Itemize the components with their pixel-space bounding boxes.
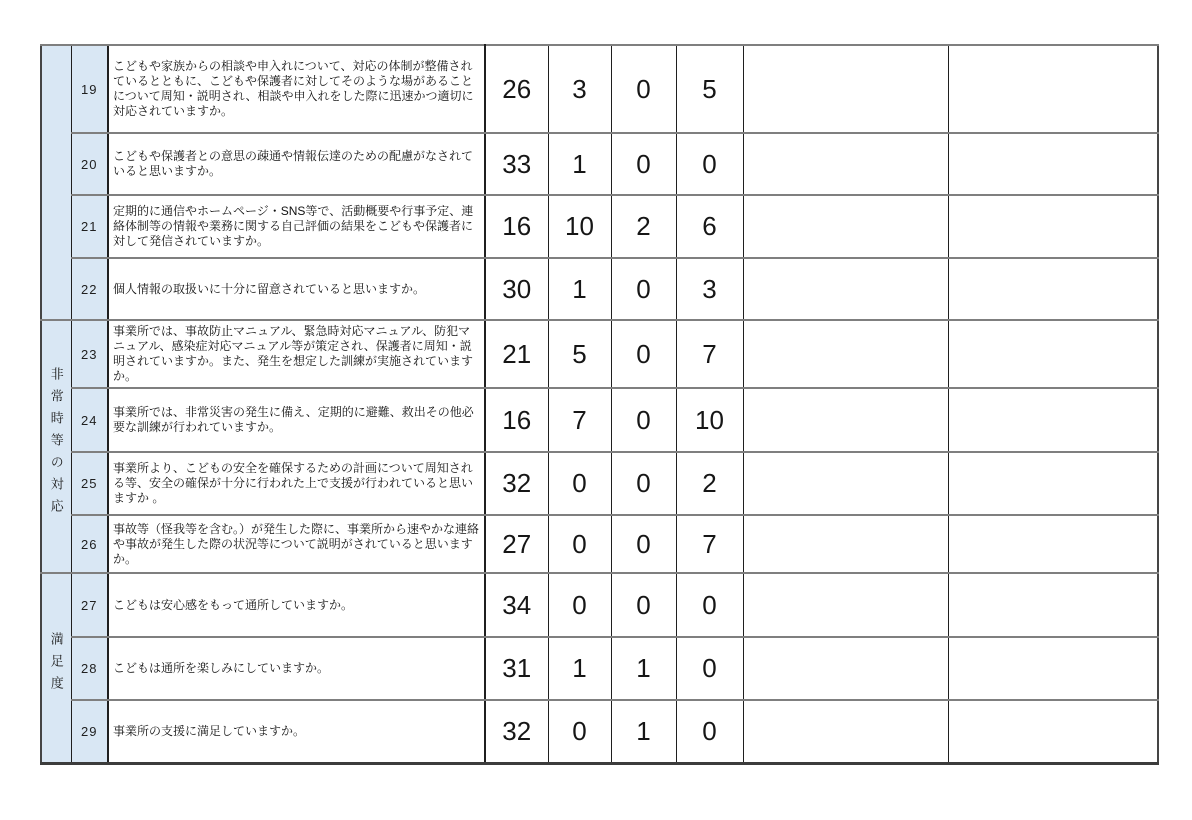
count-cell: 7 [548, 388, 611, 452]
count-cell: 3 [676, 258, 743, 320]
table-row [41, 133, 1158, 195]
row-number-cell: 23 [71, 320, 108, 388]
row-number-cell: 19 [71, 45, 108, 133]
question-cell: 事業所より、こどもの安全を確保するための計画について周知される等、安全の確保が十分に行われた上で支援が行われていると思いますか 。 [108, 452, 485, 515]
count-cell: 0 [548, 452, 611, 515]
row-number-cell: 24 [71, 388, 108, 452]
count-cell: 32 [485, 452, 548, 515]
row-number-cell: 28 [71, 637, 108, 700]
count-cell: 32 [485, 700, 548, 763]
table-row [41, 637, 1158, 700]
row-number-cell: 29 [71, 700, 108, 763]
question-cell: 個人情報の取扱いに十分に留意されていると思いますか。 [108, 258, 485, 320]
count-cell: 0 [676, 573, 743, 637]
count-cell: 30 [485, 258, 548, 320]
count-cell: 0 [548, 515, 611, 573]
count-cell: 27 [485, 515, 548, 573]
count-cell: 0 [611, 258, 676, 320]
blank-cell [948, 515, 1158, 573]
count-cell: 7 [676, 320, 743, 388]
count-cell: 1 [548, 637, 611, 700]
question-cell: 定期的に通信やホームページ・SNS等で、活動概要や行事予定、連絡体制等の情報や業務に関する自己評価の結果をこどもや保護者に対して発信されていますか。 [108, 195, 485, 258]
row-number-cell: 25 [71, 452, 108, 515]
blank-cell [743, 45, 948, 133]
count-cell: 5 [676, 45, 743, 133]
blank-cell [743, 515, 948, 573]
count-cell: 33 [485, 133, 548, 195]
category-cell [41, 45, 71, 320]
question-cell: 事故等（怪我等を含む。）が発生した際に、事業所から速やかな連絡や事故が発生した際の状況等について説明がされていると思いますか。 [108, 515, 485, 573]
blank-cell [743, 195, 948, 258]
row-number-cell: 27 [71, 573, 108, 637]
count-cell: 0 [548, 573, 611, 637]
count-cell: 0 [611, 320, 676, 388]
table-row [41, 258, 1158, 320]
table-row [41, 700, 1158, 763]
count-cell: 0 [611, 573, 676, 637]
count-cell: 0 [611, 45, 676, 133]
table-row [41, 573, 1158, 637]
row-number-cell: 26 [71, 515, 108, 573]
row-number-cell: 21 [71, 195, 108, 258]
count-cell: 6 [676, 195, 743, 258]
count-cell: 1 [548, 258, 611, 320]
blank-cell [948, 700, 1158, 763]
blank-cell [948, 452, 1158, 515]
question-cell: こどもは安心感をもって通所していますか。 [108, 573, 485, 637]
count-cell: 2 [676, 452, 743, 515]
count-cell: 5 [548, 320, 611, 388]
count-cell: 26 [485, 45, 548, 133]
count-cell: 2 [611, 195, 676, 258]
question-cell: こどもは通所を楽しみにしていますか。 [108, 637, 485, 700]
count-cell: 1 [548, 133, 611, 195]
count-cell: 34 [485, 573, 548, 637]
blank-cell [743, 573, 948, 637]
count-cell: 0 [611, 515, 676, 573]
question-cell: 事業所では、非常災害の発生に備え、定期的に避難、救出その他必要な訓練が行われていますか。 [108, 388, 485, 452]
blank-cell [948, 637, 1158, 700]
blank-cell [743, 637, 948, 700]
blank-cell [948, 388, 1158, 452]
count-cell: 1 [611, 637, 676, 700]
blank-cell [948, 258, 1158, 320]
blank-cell [743, 133, 948, 195]
table-row [41, 388, 1158, 452]
blank-cell [948, 133, 1158, 195]
table-row [41, 195, 1158, 258]
count-cell: 1 [611, 700, 676, 763]
question-cell: こどもや保護者との意思の疎通や情報伝達のための配慮がなされていると思いますか。 [108, 133, 485, 195]
count-cell: 0 [611, 388, 676, 452]
count-cell: 0 [676, 133, 743, 195]
survey-results-table [40, 44, 1159, 765]
count-cell: 3 [548, 45, 611, 133]
blank-cell [948, 320, 1158, 388]
count-cell: 0 [676, 637, 743, 700]
table-row [41, 515, 1158, 573]
question-cell: こどもや家族からの相談や申入れについて、対応の体制が整備されているとともに、こどもや保護者に対してそのような場があることについて周知・説明され、相談や申入れをした際に迅速かつ適切に対応されていますか。 [108, 45, 485, 133]
count-cell: 31 [485, 637, 548, 700]
blank-cell [743, 388, 948, 452]
blank-cell [743, 258, 948, 320]
count-cell: 21 [485, 320, 548, 388]
blank-cell [948, 573, 1158, 637]
blank-cell [948, 45, 1158, 133]
row-number-cell: 22 [71, 258, 108, 320]
row-number-cell: 20 [71, 133, 108, 195]
table-row [41, 452, 1158, 515]
category-label: 満足度 [48, 632, 64, 699]
count-cell: 0 [548, 700, 611, 763]
count-cell: 0 [611, 452, 676, 515]
blank-cell [743, 700, 948, 763]
blank-cell [743, 452, 948, 515]
count-cell: 0 [676, 700, 743, 763]
count-cell: 10 [676, 388, 743, 452]
count-cell: 7 [676, 515, 743, 573]
blank-cell [743, 320, 948, 388]
count-cell: 0 [611, 133, 676, 195]
category-label: 非常時等の対応 [48, 367, 64, 521]
category-cell [41, 573, 71, 763]
category-cell [41, 320, 71, 573]
blank-cell [948, 195, 1158, 258]
question-cell: 事業所の支援に満足していますか。 [108, 700, 485, 763]
question-cell: 事業所では、事故防止マニュアル、緊急時対応マニュアル、防犯マニュアル、感染症対応マニュアル等が策定され、保護者に周知・説明されていますか。また、発生を想定した訓練が実施されていますか。 [108, 320, 485, 388]
table-row [41, 320, 1158, 388]
table-row [41, 45, 1158, 133]
count-cell: 16 [485, 388, 548, 452]
count-cell: 10 [548, 195, 611, 258]
count-cell: 16 [485, 195, 548, 258]
